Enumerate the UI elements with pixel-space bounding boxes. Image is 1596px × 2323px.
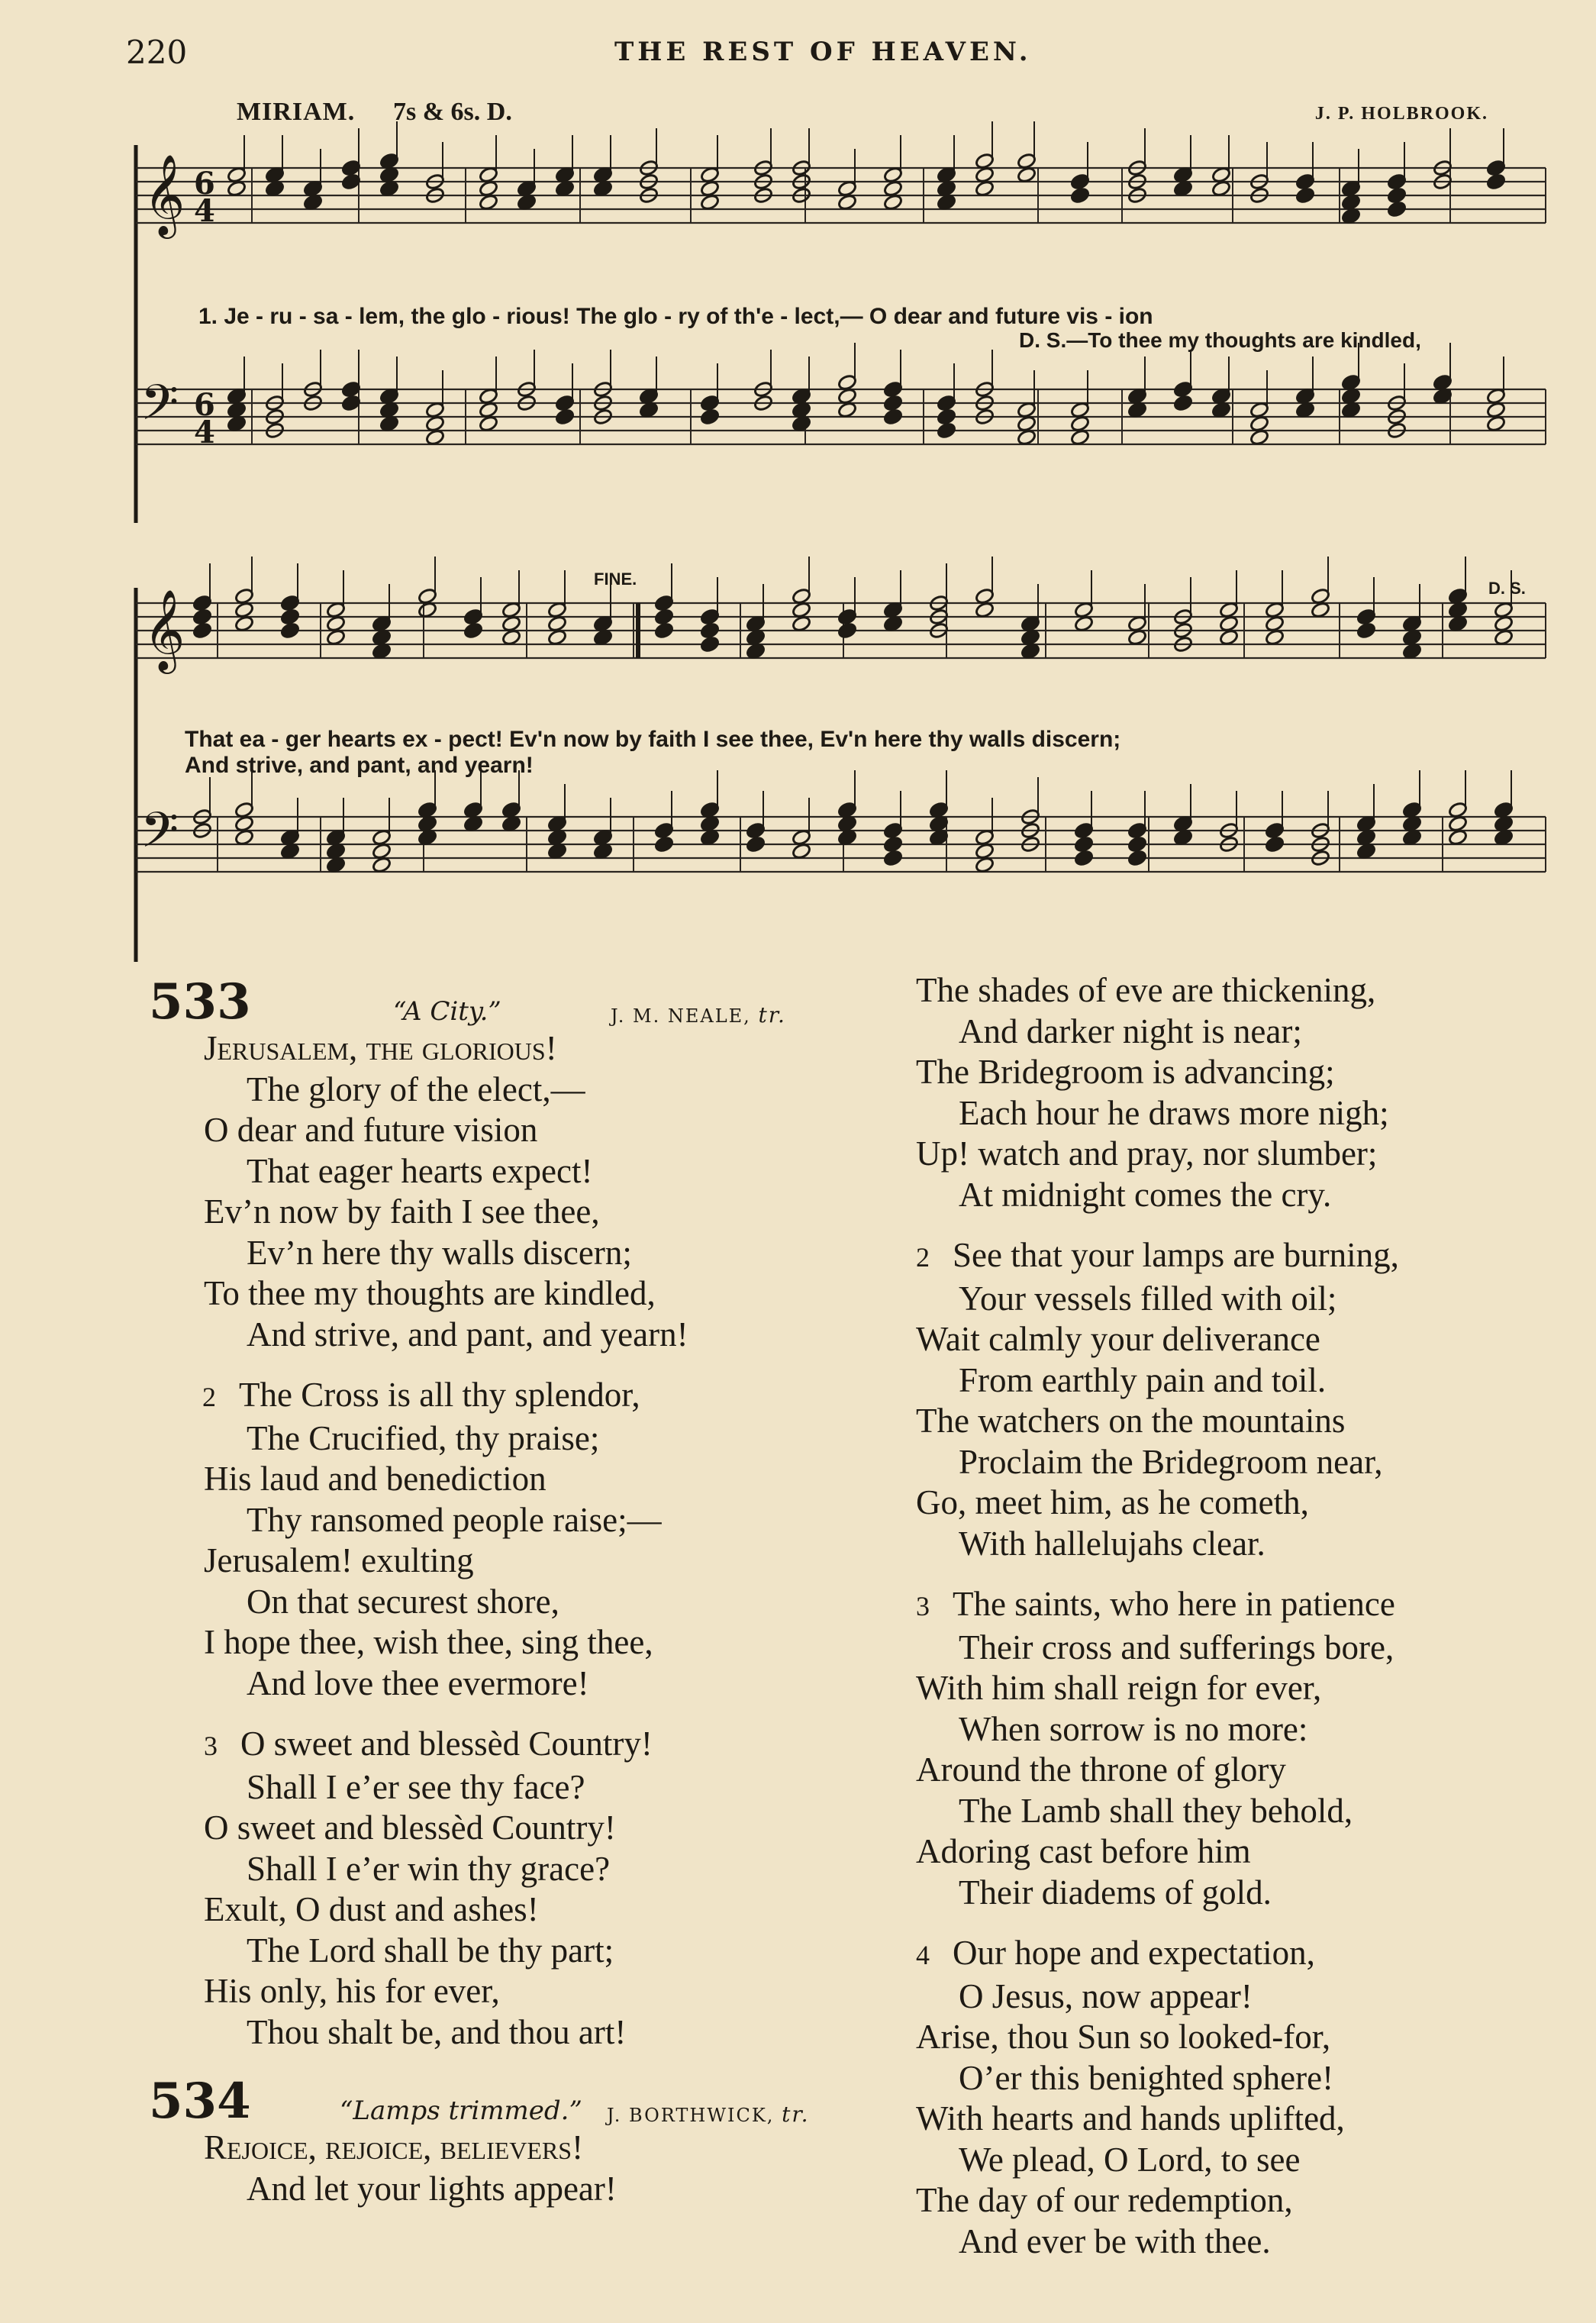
- score-system-1: [130, 137, 1557, 534]
- verse-line: From earthly pain and toil.: [959, 1360, 1327, 1399]
- verse-line: Shall I e’er win thy grace?: [247, 1849, 611, 1888]
- verse-line: O sweet and blessèd Country!: [240, 1725, 653, 1763]
- ds-marking: D. S.: [1488, 579, 1526, 598]
- hymn-533-verses: [149, 1028, 821, 2053]
- verse-line: And ever be with thee.: [959, 2221, 1271, 2260]
- svg-text:𝄢: 𝄢: [140, 802, 179, 871]
- verse-line: Adoring cast before him: [916, 1832, 1251, 1870]
- verse-3: [204, 1724, 821, 2053]
- lyric-line-verse1-cont: That ea - ger hearts ex - pect! Ev'n now by faith I see thee, Ev'n here thy walls discern;: [185, 727, 1121, 752]
- lyric-line-verse1: 1. Je - ru - sa - lem, the glo - rious! The glo - ry of th'e - lect,— O dear and future vis - ion: [198, 304, 1153, 329]
- verse-line: And love thee evermore!: [247, 1663, 589, 1702]
- lyric-line-refrain: And strive, and pant, and yearn!: [185, 753, 534, 778]
- verse-line: Thou shalt be, and thou art!: [247, 2012, 627, 2051]
- verse-line: Ev’n here thy walls discern;: [247, 1233, 632, 1272]
- verse-line: The Crucified, thy praise;: [247, 1418, 600, 1457]
- hymn-533-header: [149, 973, 821, 1031]
- verse-line: And strive, and pant, and yearn!: [247, 1315, 688, 1353]
- verse-line: Each hour he draws more nigh;: [959, 1093, 1389, 1132]
- verse-line: The Cross is all thy splendor,: [239, 1376, 640, 1414]
- verse-line: The Bridegroom is advancing;: [916, 1053, 1335, 1091]
- right-column: [916, 973, 1515, 2282]
- tune-meter: 7s & 6s. D.: [393, 98, 512, 126]
- verse-line: His laud and benediction: [204, 1460, 547, 1498]
- running-title: THE REST OF HEAVEN.: [614, 37, 1032, 67]
- lyric-line-ds: D. S.—To thee my thoughts are kindled,: [1019, 328, 1421, 352]
- verse-number: 4: [916, 1940, 930, 1970]
- clefs: [140, 589, 185, 871]
- verse-line: Proclaim the Bridegroom near,: [959, 1442, 1383, 1481]
- verse-3: [916, 1584, 1515, 1913]
- verse-line: With him shall reign for ever,: [916, 1669, 1322, 1707]
- hymn-author: J. BORTHWICK, tr.: [607, 2102, 810, 2127]
- clefs: [140, 153, 185, 444]
- hymn-title: “Lamps trimmed.”: [340, 2096, 582, 2126]
- verse-line: At midnight comes the cry.: [959, 1175, 1332, 1214]
- verse-line: Exult, O dust and ashes!: [204, 1890, 539, 1928]
- verse-line: Rejoice, rejoice, believers!: [204, 2128, 584, 2167]
- verse-line: The day of our redemption,: [916, 2181, 1293, 2219]
- page-number: 220: [126, 34, 188, 71]
- hymn-number: 533: [149, 973, 251, 1031]
- verse-line: And let your lights appear!: [247, 2169, 617, 2208]
- verse-number: 3: [204, 1731, 218, 1761]
- verse-line: His only, his for ever,: [204, 1972, 500, 2010]
- verse-number: 2: [916, 1242, 930, 1273]
- verse-line: Ev’n now by faith I see thee,: [204, 1192, 600, 1231]
- verse-line: To thee my thoughts are kindled,: [204, 1274, 656, 1312]
- svg-text:𝄢: 𝄢: [140, 375, 179, 444]
- verse-line: The Lord shall be thy part;: [247, 1931, 614, 1970]
- verse-line: The shades of eve are thickening,: [916, 971, 1376, 1009]
- verse-line: Wait calmly your deliverance: [916, 1320, 1320, 1358]
- verse-line: I hope thee, wish thee, sing thee,: [204, 1623, 653, 1661]
- score-system-2: [130, 565, 1557, 962]
- verse-line: Around the throne of glory: [916, 1750, 1286, 1789]
- verse-line: That eager hearts expect!: [247, 1151, 593, 1190]
- hymn-534-header: [149, 2073, 821, 2128]
- page-header: [126, 34, 1546, 79]
- verse-2: [204, 1375, 821, 1704]
- verse-line: See that your lamps are burning,: [953, 1236, 1399, 1274]
- verse-line: The Lamb shall they behold,: [959, 1791, 1353, 1830]
- svg-text:4: 4: [194, 193, 215, 229]
- verse-line: O dear and future vision: [204, 1111, 538, 1149]
- tune-name: MIRIAM.: [237, 98, 356, 126]
- svg-text:𝄞: 𝄞: [143, 153, 185, 235]
- verse-line: O Jesus, now appear!: [959, 1976, 1253, 2015]
- verse-1-cont: [916, 970, 1515, 1215]
- verse-line: Their diadems of gold.: [959, 1873, 1272, 1912]
- verse-line: Jerusalem! exulting: [204, 1541, 474, 1579]
- verse-line: With hearts and hands uplifted,: [916, 2099, 1345, 2137]
- verse-line: The saints, who here in patience: [953, 1585, 1395, 1623]
- verse-number: 3: [916, 1591, 930, 1621]
- verse-line: When sorrow is no more:: [959, 1709, 1308, 1748]
- verse-number: 2: [202, 1382, 216, 1412]
- svg-text:6: 6: [194, 387, 215, 423]
- verse-line: O’er this benighted sphere!: [959, 2058, 1334, 2097]
- svg-text:6: 6: [194, 166, 215, 202]
- hymn-534-verses-start: [149, 2128, 821, 2209]
- svg-text:𝄞: 𝄞: [143, 589, 185, 670]
- verse-line: The glory of the elect,—: [247, 1070, 585, 1108]
- verse-4: [916, 1933, 1515, 2262]
- fine-marking: FINE.: [594, 569, 637, 589]
- verse-line: On that securest shore,: [247, 1582, 559, 1621]
- verse-line: With hallelujahs clear.: [959, 1524, 1266, 1563]
- verse-line: We plead, O Lord, to see: [959, 2140, 1301, 2179]
- verse-line: Their cross and sufferings bore,: [959, 1628, 1394, 1666]
- verse-2: [916, 1235, 1515, 1564]
- verse-line: Go, meet him, as he cometh,: [916, 1483, 1309, 1521]
- verse-line: O sweet and blessèd Country!: [204, 1808, 616, 1847]
- verse-line: The watchers on the mountains: [916, 1402, 1346, 1440]
- composer: J. P. HOLBROOK.: [1314, 104, 1488, 124]
- verse-line: Arise, thou Sun so looked-for,: [916, 2018, 1331, 2056]
- hymn-text-area: [149, 971, 1515, 2260]
- hymn-author: J. M. NEALE, tr.: [611, 1002, 786, 1028]
- verse-line: Our hope and expectation,: [953, 1934, 1315, 1972]
- svg-text:4: 4: [194, 415, 215, 450]
- verse-line: Jerusalem, the glorious!: [204, 1029, 557, 1067]
- hymn-number: 534: [149, 2073, 251, 2130]
- verse-line: Shall I e’er see thy face?: [247, 1767, 585, 1806]
- verse-line: Up! watch and pray, nor slumber;: [916, 1134, 1378, 1173]
- tune-info: [237, 98, 1488, 136]
- left-column: [149, 973, 821, 2209]
- hymn-title: “A City.”: [393, 996, 501, 1027]
- verse-line: Thy ransomed people raise;—: [247, 1500, 662, 1539]
- verse-line: Your vessels filled with oil;: [959, 1279, 1337, 1318]
- verse-line: And darker night is near;: [959, 1011, 1302, 1050]
- verse-1: [204, 1028, 821, 1355]
